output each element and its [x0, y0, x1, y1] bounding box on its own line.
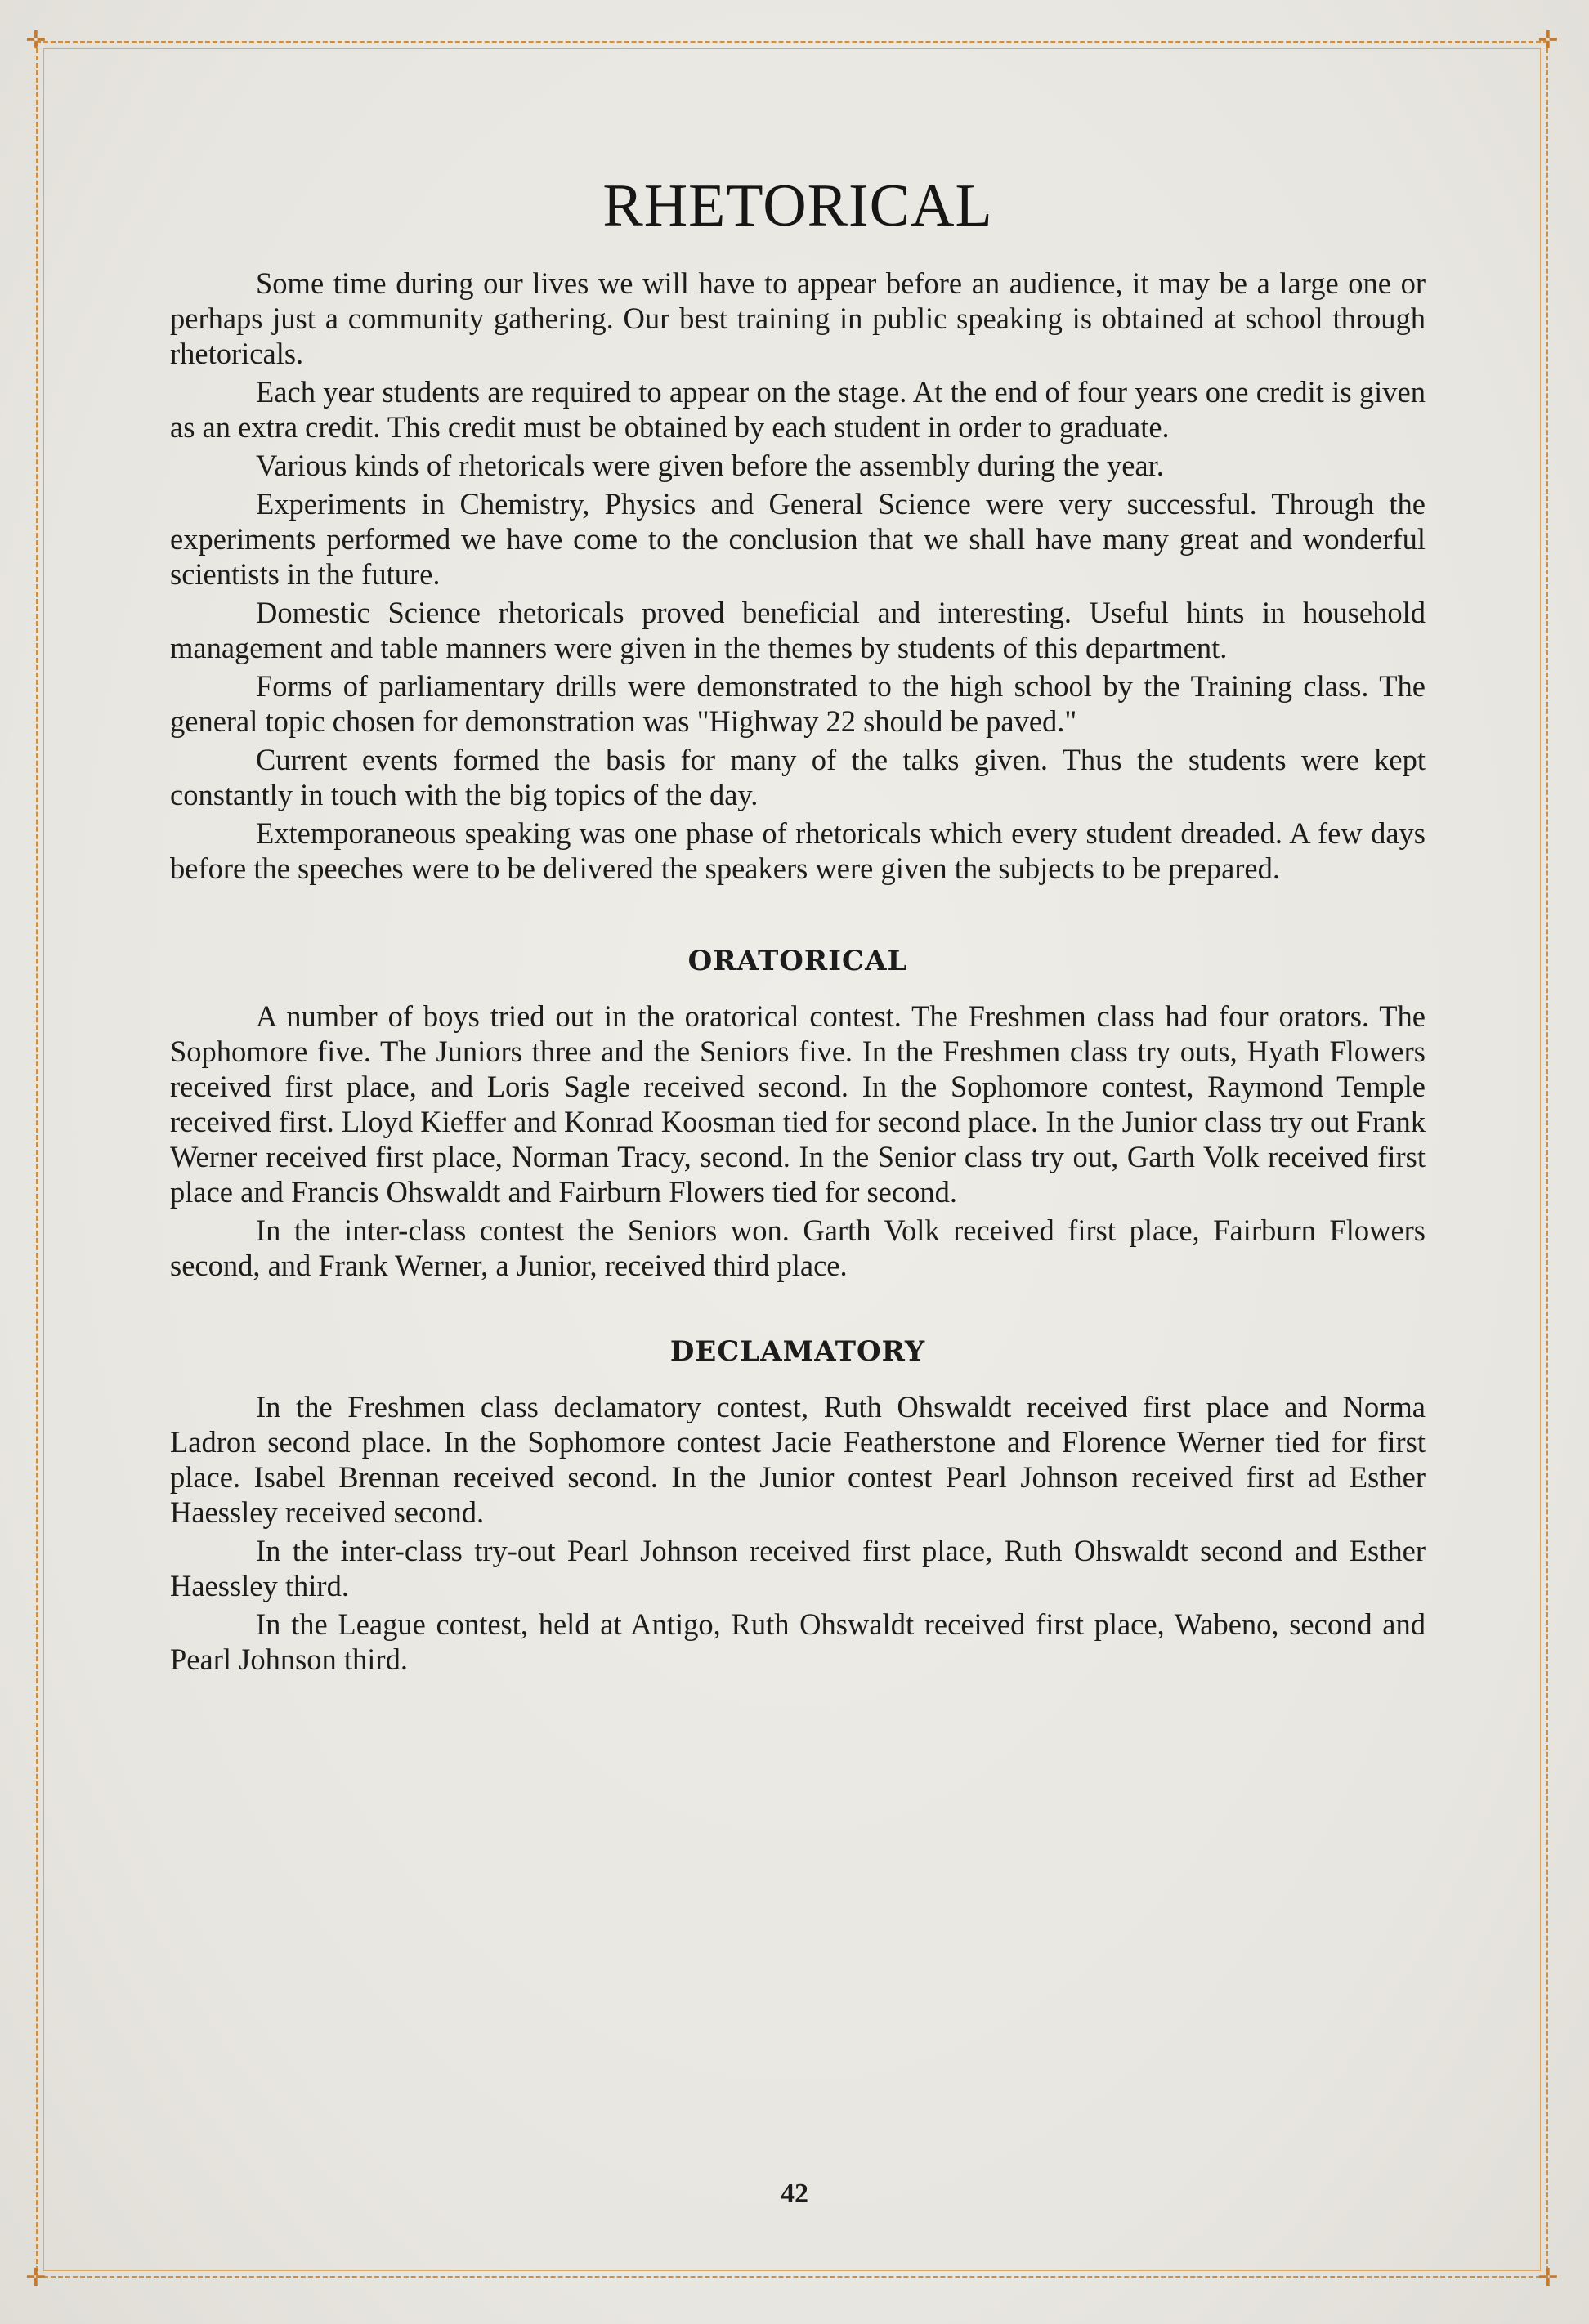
paragraph: A number of boys tried out in the oratorical contest. The Freshmen class had four orators. The Sophomore five. The Juniors three and the Seniors five. In the Freshmen class try outs, Hyath Flowers received first place, and Loris Sagle received second. In the Sophomore contest, Raymond Temple received first. Lloyd Kieffer and Konrad Koosman tied for second place. In the Junior class try out Frank Werner received first place, Norman Tracy, second. In the Senior class try out, Garth Volk received first place and Francis Ohswaldt and Fairburn Flowers tied for second.: [170, 999, 1426, 1209]
paragraph: Some time during our lives we will have to appear before an audience, it may be a large one or perhaps just a community gathering. Our best training in public speaking is obtained at school through rhetoricals.: [170, 266, 1426, 370]
declamatory-heading: DECLAMATORY: [669, 1335, 926, 1368]
paragraph: Various kinds of rhetoricals were given before the assembly during the year.: [256, 449, 1164, 482]
paragraph: Extemporaneous speaking was one phase of rhetoricals which every student dreaded. A few days before the speeches were to be delivered the speakers were given the subjects to be prepared.: [170, 816, 1426, 885]
page-number: 42: [781, 2179, 808, 2209]
paragraph: In the inter-class contest the Seniors won. Garth Volk received first place, Fairburn Flowers second, and Frank Werner, a Junior, received third place.: [170, 1213, 1426, 1282]
rhetorical-section: [170, 266, 1426, 886]
page-title: RHETORICAL: [602, 172, 993, 239]
declamatory-section: [170, 1389, 1426, 1677]
paragraph: Each year students are required to appear on the stage. At the end of four years one credit is given as an extra credit. This credit must be obtained by each student in order to graduate.: [170, 375, 1426, 444]
paragraph: Current events formed the basis for many of the talks given. Thus the students were kept constantly in touch with the big topics of the day.: [170, 743, 1426, 811]
corner-ornament-icon: ✛: [1538, 2264, 1559, 2292]
paragraph: In the Freshmen class declamatory contest, Ruth Ohswaldt received first place and Norma Ladron second place. In the Sophomore contest Jacie Featherstone and Florence Werner tied for first place. Isabel Brennan received second. In the Junior contest Pearl Johnson received first ad Esther Haessley received second.: [170, 1390, 1426, 1529]
corner-ornament-icon: ✛: [25, 2264, 47, 2292]
paragraph: Domestic Science rhetoricals proved beneficial and interesting. Useful hints in household management and table manners were given in the themes by students of this department.: [170, 596, 1426, 664]
page-content: [170, 172, 1426, 1680]
paragraph: Forms of parliamentary drills were demonstrated to the high school by the Training class. The general topic chosen for demonstration was "Highway 22 should be paved.": [170, 669, 1426, 738]
oratorical-section: [170, 999, 1426, 1283]
paragraph: In the League contest, held at Antigo, Ruth Ohswaldt received first place, Wabeno, second and Pearl Johnson third.: [170, 1607, 1426, 1676]
corner-ornament-icon: ✛: [25, 26, 47, 55]
paragraph: Experiments in Chemistry, Physics and General Science were very successful. Through the experiments performed we have come to the conclusion that we shall have many great and wonderful scientists in the future.: [170, 487, 1426, 591]
corner-ornament-icon: ✛: [1538, 26, 1559, 55]
paragraph: In the inter-class try-out Pearl Johnson received first place, Ruth Ohswaldt second and Esther Haessley third.: [170, 1534, 1426, 1602]
oratorical-heading: ORATORICAL: [687, 945, 908, 977]
